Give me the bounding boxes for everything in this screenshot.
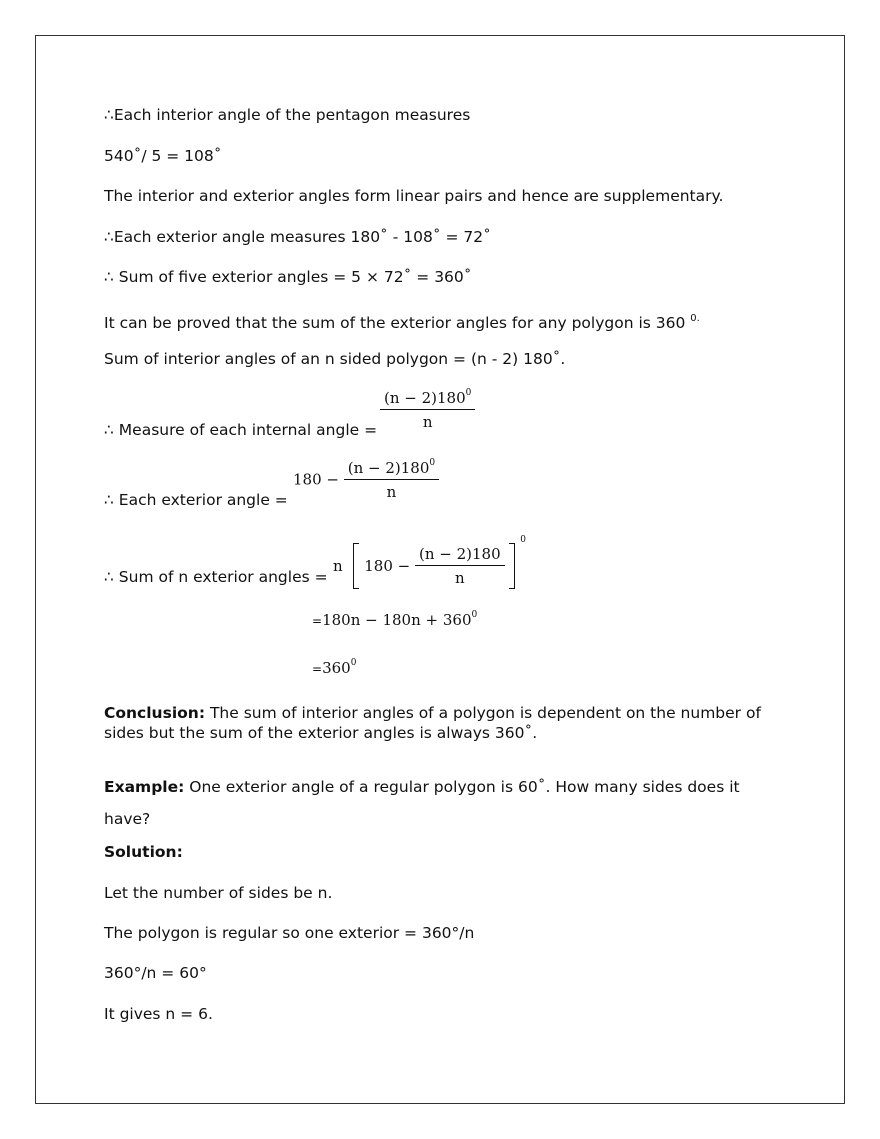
sum-n-denominator: n <box>454 569 465 587</box>
conclusion-label: Conclusion: <box>104 704 206 722</box>
sum-n-prefix: n <box>333 557 343 575</box>
proof-text: It can be proved that the sum of the exterior angles for any polygon is 360 <box>104 314 686 332</box>
text-line-interior-calc: 540˚/ 5 = 108˚ <box>104 147 222 165</box>
sum-n-numerator: (n − 2)180 <box>415 545 505 566</box>
internal-num-sup: 0 <box>465 388 472 398</box>
exterior-numerator: (n − 2)180 <box>347 459 430 477</box>
example-text: One exterior angle of a regular polygon is 60˚. How many sides does it have? <box>104 778 740 828</box>
text-line-interior-sum: Sum of interior angles of an n sided polygon = (n - 2) 180˚. <box>104 350 566 368</box>
result-equals: = <box>312 662 323 676</box>
solution-line-3: 360°/n = 60° <box>104 964 207 982</box>
text-line-sum-five: ∴ Sum of five exterior angles = 5 × 72˚ = 360˚ <box>104 268 472 286</box>
proof-superscript: 0. <box>690 313 700 324</box>
solution-label: Solution: <box>104 843 183 861</box>
conclusion-text: The sum of interior angles of a polygon is dependent on the number of sides but the sum of the exterior angles is always 360˚. <box>104 704 761 742</box>
result-body: 360 <box>322 659 351 677</box>
formula-sum-n-expression <box>333 535 526 589</box>
example-label: Example: <box>104 778 185 796</box>
sum-n-sup: 0 <box>520 535 526 545</box>
conclusion-paragraph <box>104 703 764 743</box>
sum-n-inner: 180 − <box>364 557 411 575</box>
formula-result <box>312 658 356 677</box>
internal-denominator: n <box>422 413 433 431</box>
formula-exterior-expression <box>293 458 439 501</box>
formula-sum-n-label: ∴ Sum of n exterior angles = <box>104 568 328 586</box>
right-bracket <box>509 543 515 589</box>
formula-simplify-step <box>312 610 477 629</box>
text-line-interior-angle: ∴Each interior angle of the pentagon measures <box>104 106 471 124</box>
left-bracket <box>353 543 359 589</box>
exterior-denominator: n <box>386 483 397 501</box>
formula-internal-fraction <box>380 388 475 431</box>
exterior-num-sup: 0 <box>429 458 436 468</box>
formula-internal-label: ∴ Measure of each internal angle = <box>104 421 378 439</box>
exterior-prefix: 180 − <box>293 470 339 489</box>
solution-line-1: Let the number of sides be n. <box>104 884 333 902</box>
step-equals: = <box>312 614 323 628</box>
text-line-supplementary: The interior and exterior angles form linear pairs and hence are supplementary. <box>104 187 724 205</box>
step-sup: 0 <box>471 610 478 620</box>
text-line-polygon-proof <box>104 309 700 333</box>
solution-line-2: The polygon is regular so one exterior = 360°/n <box>104 924 475 942</box>
example-paragraph <box>104 771 764 835</box>
internal-numerator: (n − 2)180 <box>384 389 466 407</box>
solution-heading <box>104 842 183 862</box>
solution-line-4: It gives n = 6. <box>104 1005 213 1023</box>
text-line-exterior-angle: ∴Each exterior angle measures 180˚ - 108˚ = 72˚ <box>104 228 491 246</box>
formula-exterior-label: ∴ Each exterior angle = <box>104 491 288 509</box>
result-sup: 0 <box>350 658 357 668</box>
step-body: 180n − 180n + 360 <box>322 611 472 629</box>
